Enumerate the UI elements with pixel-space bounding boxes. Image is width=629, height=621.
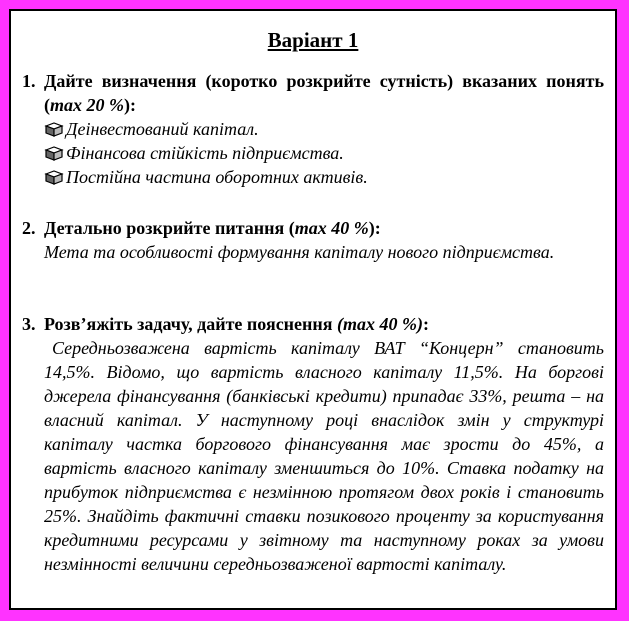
question-2-text: Детально розкрийте питання ( — [44, 218, 295, 238]
question-1-number: 1. — [22, 71, 36, 91]
question-1-text: Дайте визначення (коротко розкрийте сутність) вказаних понять ( — [44, 71, 604, 115]
question-2-body: Мета та особливості формування капіталу нового підприємства. — [44, 242, 555, 262]
question-2-tail: ): — [368, 218, 381, 238]
question-2-heading — [22, 216, 604, 240]
variant-title: Варіант 1 — [267, 28, 359, 52]
question-2-number: 2. — [22, 218, 36, 238]
question-1-item-1: Деінвестований капітал. — [22, 117, 604, 141]
question-1-item-3: Постійна частина оборотних активів. — [22, 165, 604, 189]
question-1-item-2: Фінансова стійкість підприємства. — [22, 141, 604, 165]
question-2-max: max 40 % — [294, 218, 369, 238]
exam-card — [9, 9, 617, 610]
question-1-tail: ): — [124, 95, 136, 115]
question-3-heading — [22, 312, 604, 336]
question-3-max: (max 40 %) — [337, 314, 424, 334]
question-2 — [22, 216, 604, 264]
question-1-heading — [22, 69, 604, 117]
question-3 — [22, 312, 604, 576]
question-3-text: Розв’яжіть задачу, дайте пояснення — [44, 314, 338, 334]
question-1-max: max 20 % — [50, 95, 124, 115]
question-3-number: 3. — [22, 314, 36, 334]
box-bullet-icon — [44, 121, 64, 137]
box-bullet-icon — [44, 145, 64, 161]
question-3-body: Середньозважена вартість капіталу ВАТ “Концерн” становить 14,5%. Відомо, що вартість власного капіталу 11,5%. На боргові джерела фінансування (банківські кредити) припадає 33%, решта – на власний капітал. У наступному році внаслідок змін у структурі капіталу частка боргового фінансування має зрости до 45%, а вартість власного капіталу зменшиться до 10%. Ставка податку на прибуток підприємства є незмінною протягом двох років і становить 25%. Знайдіть фактичні ставки позикового проценту за користування кредитними ресурсами у звітному та наступному роках за умови незмінності величини середньозваженої вартості капіталу. — [44, 338, 604, 574]
box-bullet-icon — [44, 169, 64, 185]
question-3-tail: : — [423, 314, 430, 334]
question-1 — [22, 69, 604, 189]
